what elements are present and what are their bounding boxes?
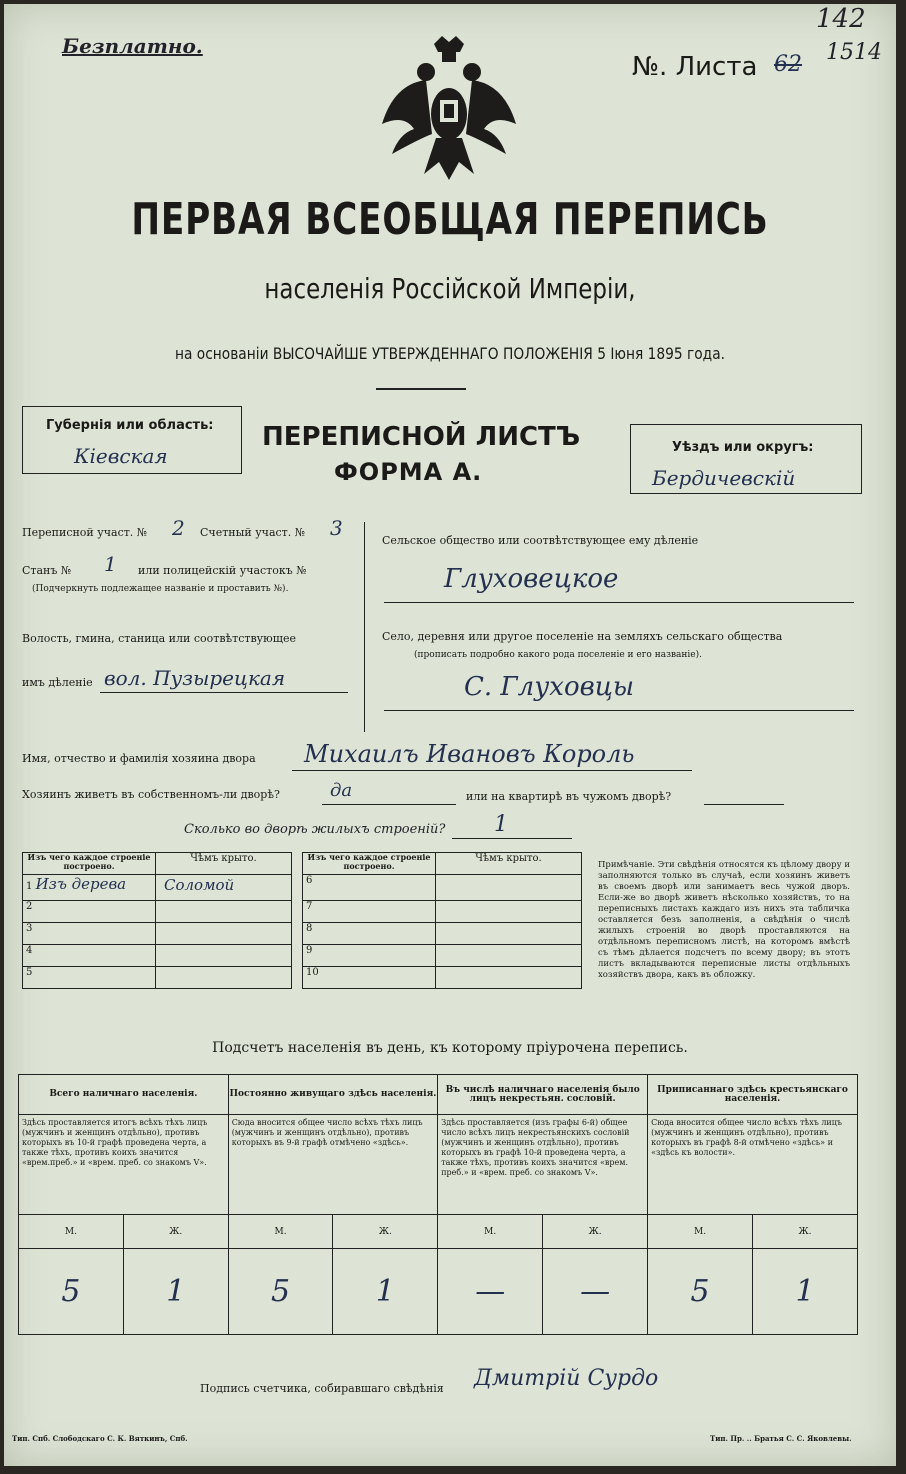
free-label: Безплатно. xyxy=(62,34,203,58)
count-value: 5 xyxy=(19,1249,124,1335)
obshchestvo-value: Глуховецкое xyxy=(444,564,619,594)
f-header: Ж. xyxy=(333,1215,438,1249)
signature-value: Дмитрій Сурдо xyxy=(474,1366,659,1391)
stan-value: 1 xyxy=(104,552,117,576)
table-row: 1 Изъ дерева Соломой xyxy=(23,875,292,901)
signature-label: Подпись счетчика, собиравшаго свѣдѣнія xyxy=(200,1382,444,1395)
section-divider xyxy=(364,522,365,732)
form-title: ПЕРЕПИСНОЙ ЛИСТЪ xyxy=(262,422,581,452)
imperial-eagle-icon xyxy=(374,34,524,184)
volost-underline xyxy=(100,692,348,693)
basis-line: на основаніи ВЫСОЧАЙШЕ УТВЕРЖДЕННАГО ПОЛОЖЕНІЯ 5 Іюня 1895 года. xyxy=(175,344,725,363)
owner-name-underline xyxy=(292,770,692,771)
population-count-table xyxy=(18,1074,858,1335)
volost-value: вол. Пузырецкая xyxy=(104,666,286,690)
police-label: или полицейскій участокъ № xyxy=(138,564,307,577)
volost-label-2: имъ дѣленіе xyxy=(22,676,93,689)
selo-value: С. Глуховцы xyxy=(464,672,635,702)
buildings-count-label: Сколько во дворѣ жилыхъ строеній? xyxy=(184,822,446,837)
count-value: 1 xyxy=(753,1249,858,1335)
count-desc-total: Здѣсь проставляется итогъ всѣхъ тѣхъ лицъ (мужчинъ и женщинъ отдѣльно), противъ которыхъ въ 10-й графѣ проведена черта, а также тѣхъ, противъ коихъ значится «врем.преб.» и «врем. преб. со знакомъ V». xyxy=(19,1115,229,1215)
count-value: — xyxy=(438,1249,543,1335)
m-header: М. xyxy=(648,1215,753,1249)
main-title: ПЕРВАЯ ВСЕОБЩАЯ ПЕРЕПИСЬ xyxy=(131,194,769,245)
count-value: 5 xyxy=(228,1249,333,1335)
ornament-divider xyxy=(376,388,466,390)
table-row: 4 xyxy=(23,945,292,967)
buildings-table-right xyxy=(302,852,582,989)
sub-title: населенія Россійской Имперіи, xyxy=(264,272,636,305)
f-header: Ж. xyxy=(543,1215,648,1249)
table-row: 6 xyxy=(303,875,582,901)
printer-left: Тип. Спб. Слободскаго С. К. Вяткинъ, Спб. xyxy=(12,1434,188,1443)
col-material-header-2: Изъ чего каждое строеніе построено. xyxy=(303,853,436,875)
sheet-number-label: №. Листа xyxy=(632,52,758,82)
count-header-nonpeasant: Въ числѣ наличнаго населенія было лицъ некрестьян. сословій. xyxy=(438,1075,648,1115)
buildings-table-left xyxy=(22,852,292,989)
stan-label: Станъ № xyxy=(22,564,72,577)
count-header-permanent: Постоянно живущаго здѣсь населенія. xyxy=(228,1075,438,1115)
schetny-label: Счетный участ. № xyxy=(200,526,306,539)
own-yard-underline xyxy=(322,804,456,805)
gubernia-label: Губернія или область: xyxy=(46,418,214,433)
col-roof-header: Чѣмъ крыто. xyxy=(156,853,292,875)
buildings-count-underline xyxy=(452,838,572,839)
count-title: Подсчетъ населенія въ день, къ которому пріурочена перепись. xyxy=(212,1040,688,1056)
own-yard-label: Хозяинъ живетъ въ собственномъ-ли дворѣ? xyxy=(22,788,280,801)
uezd-label: Уѣздъ или округъ: xyxy=(672,440,814,455)
table-row: 7 xyxy=(303,901,582,923)
stan-note: (Подчеркнуть подлежащее названіе и проставить №). xyxy=(32,584,289,594)
sheet-number-value: 62 xyxy=(774,52,802,77)
table-row: 5 xyxy=(23,967,292,989)
gubernia-value: Кіевская xyxy=(74,444,168,468)
f-header: Ж. xyxy=(123,1215,228,1249)
rent-label: или на квартирѣ въ чужомъ дворѣ? xyxy=(466,790,672,803)
rent-underline xyxy=(704,804,784,805)
count-desc-permanent: Сюда вносится общее число всѣхъ тѣхъ лицъ (мужчинъ и женщинъ отдѣльно), противъ которыхъ въ 9-й графѣ отмѣчено «здѣсь». xyxy=(228,1115,438,1215)
count-value: 1 xyxy=(333,1249,438,1335)
table-row: 8 xyxy=(303,923,582,945)
buildings-count-value: 1 xyxy=(494,812,508,837)
table-row: 10 xyxy=(303,967,582,989)
corner-number-alt: 1514 xyxy=(826,40,882,65)
count-value: 1 xyxy=(123,1249,228,1335)
roof-value: Соломой xyxy=(164,876,235,894)
selo-label: Село, деревня или другое поселеніе на земляхъ сельскаго общества xyxy=(382,630,783,643)
buildings-note: Примѣчаніе. Эти свѣдѣнія относятся къ цѣлому двору и заполняются только въ случаѣ, если хозяинъ живетъ въ своемъ дворѣ или занимаетъ весь чужой дворъ. Если-же во дворѣ живетъ нѣсколько хозяйствъ, то на переписныхъ листахъ каждаго изъ нихъ эта табличка оставляется безъ заполненія, а свѣдѣнія о числѣ жилыхъ строеній во дворѣ проставляются на отдѣльномъ переписномъ листѣ, на которомъ вмѣстѣ съ тѣмъ дѣлается подсчетъ по всему двору; въ этотъ листъ вкладываются переписные листы отдѣльныхъ хозяйствъ двора, какъ въ обложку. xyxy=(598,860,850,980)
m-header: М. xyxy=(19,1215,124,1249)
count-desc-peasant: Сюда вносится общее число всѣхъ тѣхъ лицъ (мужчинъ и женщинъ отдѣльно), противъ которыхъ въ графѣ 8-й отмѣчено «здѣсь» и «здѣсь къ волости». xyxy=(648,1115,858,1215)
m-header: М. xyxy=(438,1215,543,1249)
volost-label: Волость, гмина, станица или соотвѣтствующее xyxy=(22,632,296,645)
m-header: М. xyxy=(228,1215,333,1249)
count-header-total: Всего наличнаго населенія. xyxy=(19,1075,229,1115)
selo-underline xyxy=(384,710,854,711)
col-material-header: Изъ чего каждое строеніе построено. xyxy=(23,853,156,875)
table-row: 3 xyxy=(23,923,292,945)
printer-right: Тип. Пр. .. Братья С. С. Яковлевы. xyxy=(710,1434,852,1443)
obshchestvo-label: Сельское общество или соотвѣтствующее ему дѣленіе xyxy=(382,534,699,547)
own-yard-value: да xyxy=(330,780,353,801)
count-value: 5 xyxy=(648,1249,753,1335)
uchastok-label: Переписной участ. № xyxy=(22,526,148,539)
count-desc-nonpeasant: Здѣсь проставляется (изъ графы 6-й) общее число всѣхъ лицъ некрестьянскихъ сословій (мужчинъ и женщинъ отдѣльно), противъ которыхъ въ графѣ 10-й проведена черта, а также тѣхъ, противъ коихъ значится «врем. преб.» и «врем. преб. со знакомъ V». xyxy=(438,1115,648,1215)
count-value: — xyxy=(543,1249,648,1335)
selo-note: (прописать подробно какого рода поселеніе и его названіе). xyxy=(414,650,702,660)
table-row: 9 xyxy=(303,945,582,967)
census-sheet xyxy=(4,4,896,1466)
form-subtitle: ФОРМА А. xyxy=(334,458,483,486)
f-header: Ж. xyxy=(753,1215,858,1249)
uezd-value: Бердичевскій xyxy=(652,466,796,490)
material-value: Изъ дерева xyxy=(35,875,127,893)
schetny-value: 3 xyxy=(330,516,343,540)
table-row: 2 xyxy=(23,901,292,923)
owner-name-label: Имя, отчество и фамилія хозяина двора xyxy=(22,752,256,765)
owner-name-value: Михаилъ Ивановъ Король xyxy=(304,740,635,768)
corner-number-top: 142 xyxy=(816,4,866,34)
obshchestvo-underline xyxy=(384,602,854,603)
col-roof-header-2: Чѣмъ крыто. xyxy=(436,853,582,875)
uchastok-value: 2 xyxy=(172,516,185,540)
count-header-peasant: Приписаннаго здѣсь крестьянскаго населенія. xyxy=(648,1075,858,1115)
